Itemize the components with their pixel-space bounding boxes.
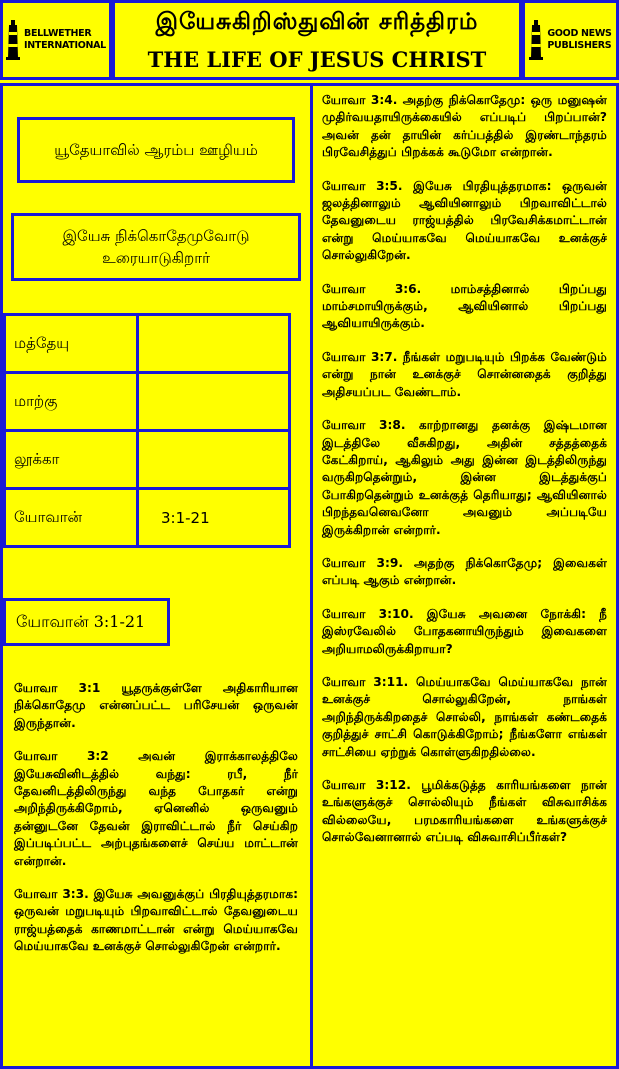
section-title-text: யூதேயாவில் ஆரம்ப ஊழியம் [54, 141, 258, 159]
gospel-reference-table [3, 313, 291, 548]
gospel-book: மாற்கு [5, 373, 138, 431]
left-logo-line2: INTERNATIONAL [24, 40, 106, 51]
verse-paragraph: யோவா 3:4. அதற்கு நிக்கொதேமு: ஒரு மனுஷன் முதிர்வயதாயிருக்கையில் எப்படிப் பிறப்பான்? அவன் தன் தாயின் கர்ப்பத்தில் இரண்டாந்தரம் பிரவேசித்துப் பிறக்கக் கூடுமோ என்றான். [322, 93, 607, 160]
verse-paragraph: யோவா 3:5. இயேசு பிரதியுத்தரமாக: ஒருவன் ஜலத்தினாலும் ஆவியினாலும் பிறவாவிட்டால் தேவனுடைய ராஜ்யத்தில் பிரவேசிக்கமாட்டான் என்று மெய்யாகவே மெய்யாகவே உனக்குச் சொல்லுகிறேன். [322, 178, 607, 263]
verse-paragraph: யோவா 3:3. இயேசு அவனுக்குப் பிரதியுத்தரமாக: ஒருவன் மறுபடியும் பிறவாவிட்டால் தேவனுடைய ராஜ்யத்தைக் காணமாட்டான் என்று மெய்யாகவே மெய்யாகவே உனக்குச் சொல்லுகிறேன் என்றார். [14, 887, 298, 954]
verse-paragraph: யோவா 3:6. மாம்சத்தினால் பிறப்பது மாம்சமாயிருக்கும், ஆவியினால் பிறப்பது ஆவியாயிருக்கும். [322, 281, 607, 331]
title-box [112, 0, 522, 80]
gospel-book: யோவான் [5, 489, 138, 547]
section-title [17, 117, 295, 183]
page-title-english: THE LIFE OF JESUS CHRIST [147, 47, 487, 72]
lighthouse-icon [529, 20, 543, 60]
good-news-logo [522, 0, 619, 80]
lighthouse-icon [6, 20, 20, 60]
right-verse-column [322, 92, 607, 863]
bellwether-logo [0, 0, 112, 80]
verse-paragraph: யோவா 3:7. நீங்கள் மறுபடியும் பிறக்க வேண்டும் என்று நான் உனக்குச் சொன்னதைக் குறித்து அதிசயப்பட வேண்டாம். [322, 349, 607, 399]
gospel-book: மத்தேயு [5, 315, 138, 373]
table-row [5, 373, 290, 431]
gospel-ref [138, 315, 290, 373]
passage-heading-text: யோவான் 3:1-21 [16, 612, 146, 631]
gospel-ref [138, 431, 290, 489]
right-logo-line2: PUBLISHERS [547, 40, 612, 51]
table-row [5, 489, 290, 547]
gospel-ref: 3:1-21 [138, 489, 290, 547]
verse-paragraph: யோவா 3:11. மெய்யாகவே மெய்யாகவே நான் உனக்குச் சொல்லுகிறேன், நாங்கள் அறிந்திருக்கிறதைச் சொல்லி, நாங்கள் கண்டதைக் குறித்துச் சாட்சி கொடுக்கிறோம்; நீங்களோ எங்கள் சாட்சியை ஏற்றுக் கொள்ளுகிறதில்லை. [322, 674, 607, 759]
event-title [11, 213, 301, 281]
left-verse-column [14, 680, 298, 972]
passage-heading [3, 598, 170, 646]
table-row [5, 431, 290, 489]
gospel-ref [138, 373, 290, 431]
verse-paragraph: யோவா 3:8. காற்றானது தனக்கு இஷ்டமான இடத்திலே வீசுகிறது, அதின் சத்தத்தைக் கேட்கிறாய், ஆகிலும் அது இன்ன இடத்திலிருந்து வருகிறதென்றும், இன்ன இடத்துக்குப் போகிறதென்றும் உனக்குத் தெரியாது; ஆவியினால் பிறந்தவனெவனோ அவனும் அப்படியே இருக்கிறான் என்றார். [322, 418, 607, 537]
left-logo-line1: BELLWETHER [24, 28, 92, 39]
verse-paragraph: யோவா 3:10. இயேசு அவனை நோக்கி: நீ இஸ்ரவேலில் போதகனாயிருந்தும் இவைகளை அறியாமலிருக்கிறாயா? [322, 606, 607, 656]
right-logo-line1: GOOD NEWS [547, 28, 612, 39]
table-row [5, 315, 290, 373]
verse-paragraph: யோவா 3:9. அதற்கு நிக்கொதேமு; இவைகள் எப்படி ஆகும் என்றான். [322, 555, 607, 588]
verse-paragraph: யோவா 3:2 அவன் இராக்காலத்திலே இயேசுவினிடத்தில் வந்து: ரபீ, நீர் தேவனிடத்திலிருந்து வந்த போதகர் என்று அறிந்திருக்கிறோம், ஏனெனில் ஒருவனும் தன்னுடனே தேவன் இராவிட்டால் நீர் செய்கிற இப்படிப்பட்ட அற்புதங்களைச் செய்ய மாட்டான் என்றான். [14, 749, 298, 868]
gospel-book: லூக்கா [5, 431, 138, 489]
verse-paragraph: யோவா 3:1 யூதருக்குள்ளே அதிகாரியான நிக்கொதேமு என்னப்பட்ட பரிசேயன் ஒருவன் இருந்தான். [14, 681, 298, 730]
page-title-tamil: இயேசுகிறிஸ்துவின் சரித்திரம் [155, 9, 479, 35]
column-divider [310, 83, 313, 1069]
verse-paragraph: யோவா 3:12. பூமிக்கடுத்த காரியங்களை நான் உங்களுக்குச் சொல்லியும் நீங்கள் விசுவாசிக்க வில்லையே, பரமகாரியங்களை உங்களுக்குச் சொல்வேனானால் எப்படி விசுவாசிப்பீர்கள்? [322, 778, 607, 845]
event-title-text: இயேசு நிக்கொதேமுவோடு உரையாடுகிறார் [62, 227, 250, 267]
